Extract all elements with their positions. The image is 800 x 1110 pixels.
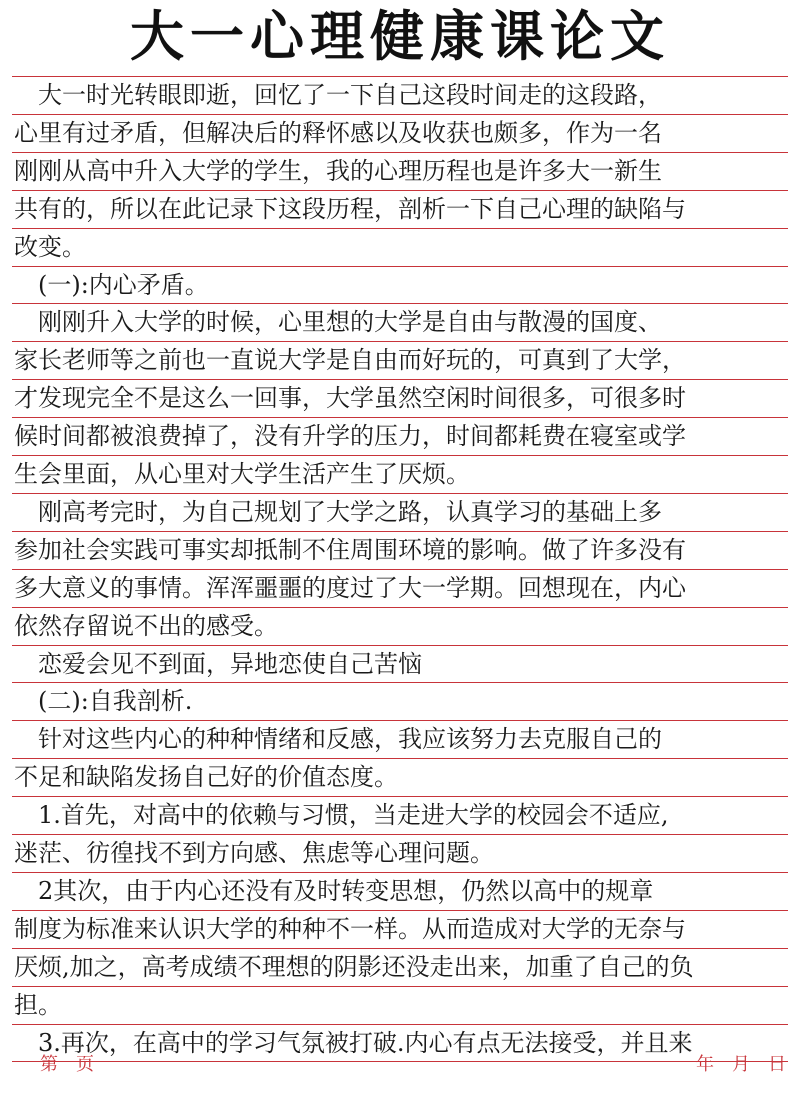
ruled-line (12, 493, 788, 494)
text-line: 制度为标准来认识大学的种种不一样。从而造成对大学的无奈与 (14, 914, 686, 943)
date-label: 年 月 日 (696, 1054, 786, 1075)
ruled-line (12, 417, 788, 418)
text-line: 刚高考完时，为自己规划了大学之路，认真学习的基础上多 (14, 497, 662, 526)
text-line: 改变。 (14, 232, 86, 261)
ruled-line (12, 114, 788, 115)
text-line: 恋爱会见不到面，异地恋使自己苦恼 (14, 649, 422, 678)
ruled-line (12, 569, 788, 570)
ruled-line (12, 190, 788, 191)
text-line: 候时间都被浪费掉了，没有升学的压力，时间都耗费在寝室或学 (14, 422, 686, 451)
text-line: 多大意义的事情。浑浑噩噩的度过了大一学期。回想现在，内心 (14, 573, 686, 602)
ruled-line (12, 720, 788, 721)
ruled-line (12, 303, 788, 304)
ruled-line (12, 76, 788, 77)
text-line: 不足和缺陷发扬自己好的价值态度。 (14, 763, 398, 792)
text-line: 担。 (14, 990, 62, 1019)
ruled-line (12, 986, 788, 987)
ruled-line (12, 796, 788, 797)
ruled-line (12, 455, 788, 456)
text-line: 3.再次，在高中的学习气氛被打破.内心有点无法接受，并且来 (14, 1028, 693, 1057)
ruled-line (12, 910, 788, 911)
text-line: 刚刚从高中升入大学的学生，我的心理历程也是许多大一新生 (14, 156, 662, 185)
ruled-line (12, 1061, 788, 1062)
text-line: 生会里面，从心里对大学生活产生了厌烦。 (14, 460, 470, 488)
ruled-line (12, 1024, 788, 1025)
text-line: 家长老师等之前也一直说大学是自由而好玩的，可真到了大学， (14, 346, 686, 375)
ruled-line (12, 645, 788, 646)
page-number-label: 第 页 (40, 1054, 94, 1075)
text-line: 2其次，由于内心还没有及时转变思想，仍然以高中的规章 (14, 876, 654, 905)
text-line: 心里有过矛盾，但解决后的释怀感以及收获也颇多，作为一名 (14, 118, 662, 147)
text-line: 依然存留说不出的感受。 (14, 611, 278, 640)
ruled-line (12, 228, 788, 229)
text-line: (一):内心矛盾。 (14, 270, 209, 299)
text-line: 1.首先，对高中的依赖与习惯，当走进大学的校园会不适应, (14, 801, 669, 830)
ruled-line (12, 834, 788, 835)
text-line: 参加社会实践可事实却抵制不住周围环境的影响。做了许多没有 (14, 535, 686, 564)
essay-title: 大一心理健康课论文 (130, 5, 670, 68)
ruled-line (12, 758, 788, 759)
ruled-line (12, 379, 788, 380)
text-line: 刚刚升入大学的时候，心里想的大学是自由与散漫的国度、 (14, 308, 662, 337)
text-line: 针对这些内心的种种情绪和反感，我应该努力去克服自己的 (14, 725, 662, 754)
ruled-line (12, 682, 788, 683)
ruled-line (12, 531, 788, 532)
text-line: 厌烦,加之，高考成绩不理想的阴影还没走出来，加重了自己的负 (14, 952, 694, 981)
ruled-line (12, 341, 788, 342)
text-line: 才发现完全不是这么一回事，大学虽然空闲时间很多，可很多时 (14, 384, 686, 413)
ruled-line (12, 266, 788, 267)
text-line: 迷茫、彷徨找不到方向感、焦虑等心理问题。 (14, 839, 494, 867)
ruled-line (12, 948, 788, 949)
ruled-line (12, 607, 788, 608)
text-line: 共有的，所以在此记录下这段历程，剖析一下自己心理的缺陷与 (14, 194, 686, 223)
ruled-line (12, 152, 788, 153)
text-line: 大一时光转眼即逝，回忆了一下自己这段时间走的这段路， (14, 81, 662, 109)
ruled-line (12, 872, 788, 873)
text-line: (二):自我剖析. (14, 687, 193, 716)
